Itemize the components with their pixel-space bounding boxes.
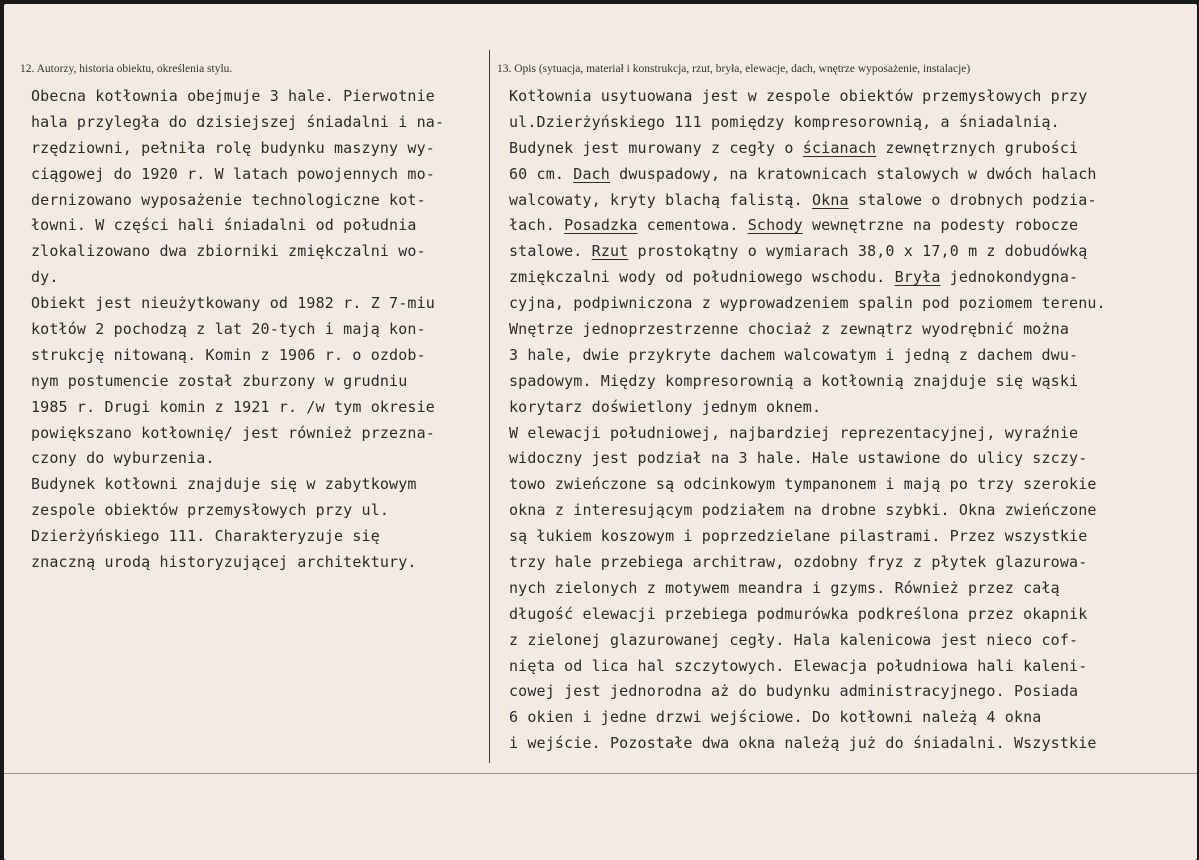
text-segment: trzy hale przebiega architraw, ozdobny fryz z płytek glazurowa-: [509, 553, 1088, 572]
right-text-line: [509, 654, 1106, 680]
text-segment: nych zielonych z motywem meandra i gzyms. Również przez całą: [509, 578, 1060, 597]
right-text-line: [509, 110, 1106, 136]
text-segment: Wnętrze jednoprzestrzenne chociaż z zewnątrz wyodrębnić można: [509, 320, 1070, 339]
right-text-line: [509, 136, 1106, 162]
right-text-line: [509, 524, 1106, 550]
left-text-line: dernizowano wyposażenie technologiczne kot-: [31, 190, 426, 209]
text-segment: dwuspadowy, na kratownicach stalowych w dwóch halach: [610, 164, 1097, 183]
left-text-line: strukcję nitowaną. Komin z 1906 r. o ozdob-: [31, 345, 426, 364]
text-segment: korytarz doświetlony jednym oknem.: [509, 397, 822, 416]
left-text-line: kotłów 2 pochodzą z lat 20-tych i mają kon-: [31, 320, 426, 339]
text-segment: okna z interesującym podziałem na drobne szybki. Okna zwieńczone: [509, 501, 1097, 520]
right-text-line: [509, 498, 1106, 524]
text-segment: zmiękczalni wody od południowego wschodu.: [509, 268, 895, 287]
right-text-line: [509, 731, 1106, 757]
text-segment: jednokondygna-: [940, 268, 1079, 287]
bottom-rule: [4, 773, 1197, 774]
left-text-line: rzędziowni, pełniła rolę budynku maszyny wy-: [31, 138, 435, 157]
text-segment: 6 okien i jedne drzwi wejściowe. Do kotłowni należą 4 okna: [509, 708, 1042, 727]
section-13-heading: 13. Opis (sytuacja, materiał i konstrukcja, rzut, bryła, elewacje, dach, wnętrze wyposażenie, instalacje): [497, 63, 971, 75]
left-text-line: łowni. W części hali śniadalni od południa: [31, 216, 417, 235]
text-segment: nięta od lica hal szczytowych. Elewacja południowa hali kaleni-: [509, 656, 1088, 675]
left-text-line: czony do wyburzenia.: [31, 449, 215, 468]
right-text-line: [509, 421, 1106, 447]
left-text-line: Obiekt jest nieużytkowany od 1982 r. Z 7-miu: [31, 294, 435, 313]
left-text-line: ciągowej do 1920 r. W latach powojennych mo-: [31, 164, 435, 183]
right-text-line: [509, 239, 1106, 265]
right-text-line: [509, 628, 1106, 654]
left-text-line: nym postumencie został zburzony w grudniu: [31, 371, 408, 390]
right-text-line: [509, 472, 1106, 498]
left-text-line: zespole obiektów przemysłowych przy ul.: [31, 501, 390, 520]
left-text-line: znaczną urodą historyzującej architektury.: [31, 553, 417, 572]
left-text-line: zlokalizowano dwa zbiorniki zmiękczalni wo-: [31, 242, 426, 261]
left-text-line: hala przyległa do dzisiejszej śniadalni i na-: [31, 112, 445, 131]
right-text-line: [509, 265, 1106, 291]
left-text-line: powiększano kotłownię/ jest również przezna-: [31, 423, 435, 442]
left-text-line: dy.: [31, 268, 59, 287]
underlined-keyword: Bryła: [894, 268, 941, 287]
right-text-line: [509, 550, 1106, 576]
text-segment: są łukiem koszowym i poprzedzielane pilastrami. Przez wszystkie: [509, 527, 1088, 546]
right-text-line: [509, 84, 1106, 110]
text-segment: cyjna, podpiwniczona z wyprowadzeniem spalin pod poziomem terenu.: [509, 294, 1106, 313]
underlined-keyword: ścianach: [802, 138, 877, 157]
text-segment: 60 cm.: [509, 164, 574, 183]
right-text-line: [509, 395, 1106, 421]
underlined-keyword: Posadzka: [564, 216, 638, 235]
text-segment: walcowaty, kryty blachą falistą.: [509, 190, 812, 209]
text-segment: towo zwieńczone są odcinkowym tympanonem i mają po trzy szerokie: [509, 475, 1097, 494]
right-text-line: [509, 576, 1106, 602]
left-text-line: Budynek kotłowni znajduje się w zabytkowym: [31, 475, 417, 494]
text-segment: stalowe o drobnych podzia-: [848, 190, 1097, 209]
right-text-line: [509, 291, 1106, 317]
right-text-line: [509, 343, 1106, 369]
left-text-line: 1985 r. Drugi komin z 1921 r. /w tym okresie: [31, 397, 435, 416]
text-segment: stalowe.: [509, 242, 592, 261]
right-text-line: [509, 369, 1106, 395]
right-text-line: [509, 705, 1106, 731]
text-segment: ul.Dzierżyńskiego 111 pomiędzy kompresorownią, a śniadalnią.: [509, 112, 1060, 131]
authors-history-text: [31, 84, 444, 576]
text-segment: z zielonej glazurowanej cegły. Hala kalenicowa jest nieco cof-: [509, 630, 1079, 649]
text-segment: cementowa.: [637, 216, 748, 235]
text-segment: łach.: [509, 216, 565, 235]
left-text-line: Dzierżyńskiego 111. Charakteryzuje się: [31, 527, 380, 546]
text-segment: cowej jest jednorodna aż do budynku administracyjnego. Posiada: [509, 682, 1079, 701]
right-text-line: [509, 446, 1106, 472]
text-segment: zewnętrznych grubości: [876, 138, 1079, 157]
left-text-line: Obecna kotłownia obejmuje 3 hale. Pierwotnie: [31, 87, 435, 105]
underlined-keyword: Schody: [747, 216, 803, 235]
text-segment: Kotłownia usytuowana jest w zespole obiektów przemysłowych przy: [509, 87, 1088, 105]
right-text-line: [509, 602, 1106, 628]
record-card: [4, 4, 1197, 860]
section-12-heading: 12. Autorzy, historia obiektu, określenia stylu.: [20, 63, 233, 75]
right-text-line: [509, 162, 1106, 188]
right-text-line: [509, 188, 1106, 214]
underlined-keyword: Okna: [811, 190, 849, 209]
description-text: [509, 84, 1106, 757]
column-divider: [489, 50, 490, 763]
text-segment: spadowym. Między kompresorownią a kotłownią znajduje się wąski: [509, 371, 1079, 390]
underlined-keyword: Rzut: [591, 242, 629, 261]
text-segment: 3 hale, dwie przykryte dachem walcowatym i jedną z dachem dwu-: [509, 345, 1079, 364]
text-segment: i wejście. Pozostałe dwa okna należą już do śniadalni. Wszystkie: [509, 734, 1097, 753]
text-segment: wewnętrzne na podesty robocze: [802, 216, 1079, 235]
text-segment: widoczny jest podział na 3 hale. Hale ustawione do ulicy szczy-: [509, 449, 1088, 468]
text-segment: prostokątny o wymiarach 38,0 x 17,0 m z dobudówką: [628, 242, 1088, 261]
text-segment: Budynek jest murowany z cegły o: [509, 138, 803, 157]
right-text-line: [509, 317, 1106, 343]
right-text-line: [509, 213, 1106, 239]
text-segment: długość elewacji przebiega podmurówka podkreślona przez okapnik: [509, 604, 1088, 623]
right-text-line: [509, 679, 1106, 705]
underlined-keyword: Dach: [573, 164, 610, 183]
text-segment: W elewacji południowej, najbardziej reprezentacyjnej, wyraźnie: [509, 423, 1079, 442]
